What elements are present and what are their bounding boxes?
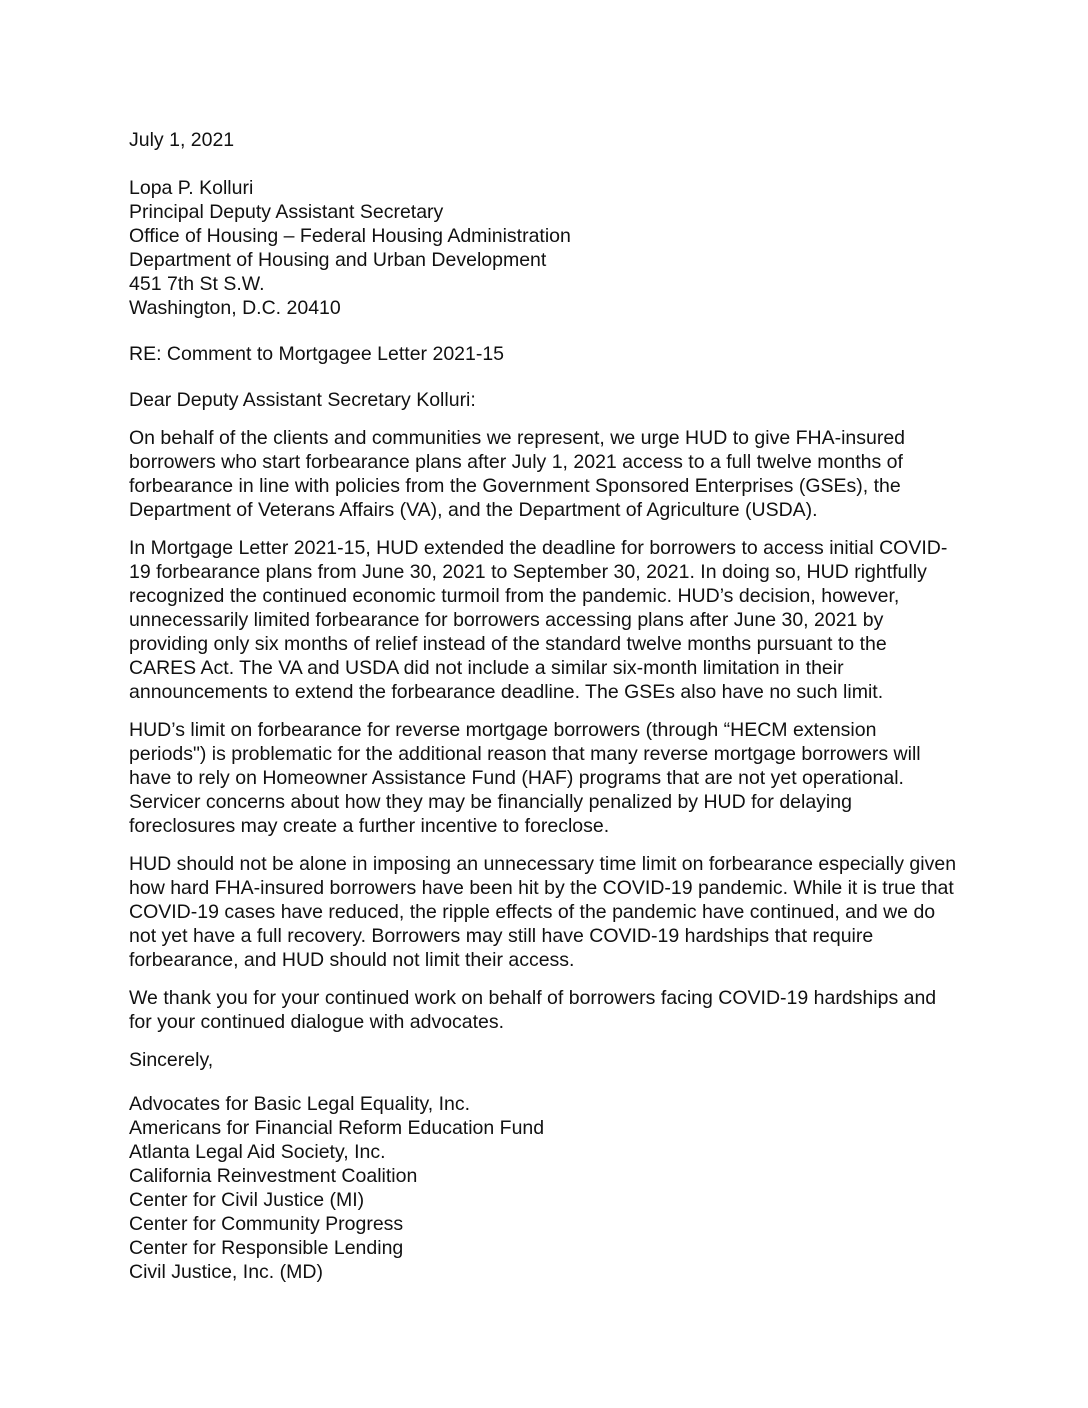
signatory-list bbox=[129, 1092, 969, 1284]
paragraph-line: Servicer concerns about how they may be financially penalized by HUD for delaying bbox=[129, 791, 852, 813]
signatory: Civil Justice, Inc. (MD) bbox=[129, 1261, 323, 1283]
paragraph-line: CARES Act. The VA and USDA did not include a similar six-month limitation in their bbox=[129, 657, 844, 679]
recipient-title: Principal Deputy Assistant Secretary bbox=[129, 201, 444, 223]
paragraph-line: periods") is problematic for the additional reason that many reverse mortgage borrowers will bbox=[129, 743, 921, 765]
letter-page bbox=[129, 128, 969, 1284]
paragraph-line: recognized the continued economic turmoil from the pandemic. HUD’s decision, however, bbox=[129, 585, 900, 607]
paragraph-line: foreclosures may create a further incentive to foreclose. bbox=[129, 815, 610, 837]
signatory: Advocates for Basic Legal Equality, Inc. bbox=[129, 1093, 471, 1115]
paragraph-line: forbearance in line with policies from the Government Sponsored Enterprises (GSEs), the bbox=[129, 475, 901, 497]
body-paragraph-2 bbox=[129, 536, 969, 704]
paragraph-line: unnecessarily limited forbearance for borrowers accessing plans after June 30, 2021 by bbox=[129, 609, 884, 631]
closing: Sincerely, bbox=[129, 1049, 214, 1071]
paragraph-line: borrowers who start forbearance plans after July 1, 2021 access to a full twelve months of bbox=[129, 451, 903, 473]
signatory: Center for Community Progress bbox=[129, 1213, 404, 1235]
recipient-name: Lopa P. Kolluri bbox=[129, 177, 254, 199]
paragraph-line: Department of Veterans Affairs (VA), and the Department of Agriculture (USDA). bbox=[129, 499, 818, 521]
paragraph-line: HUD’s limit on forbearance for reverse mortgage borrowers (through “HECM extension bbox=[129, 719, 877, 741]
signatory: California Reinvestment Coalition bbox=[129, 1165, 418, 1187]
paragraph-line: for your continued dialogue with advocates. bbox=[129, 1011, 505, 1033]
body-paragraph-5 bbox=[129, 986, 969, 1034]
signatory: Center for Responsible Lending bbox=[129, 1237, 404, 1259]
recipient-office: Office of Housing – Federal Housing Administration bbox=[129, 225, 571, 247]
paragraph-line: We thank you for your continued work on behalf of borrowers facing COVID-19 hardships and bbox=[129, 987, 937, 1009]
recipient-city: Washington, D.C. 20410 bbox=[129, 297, 341, 319]
body-paragraph-1 bbox=[129, 426, 969, 522]
body-paragraph-3 bbox=[129, 718, 969, 838]
recipient-department: Department of Housing and Urban Development bbox=[129, 249, 547, 271]
salutation: Dear Deputy Assistant Secretary Kolluri: bbox=[129, 389, 476, 411]
paragraph-line: In Mortgage Letter 2021-15, HUD extended the deadline for borrowers to access initial COVID- bbox=[129, 537, 948, 559]
recipient-street: 451 7th St S.W. bbox=[129, 273, 265, 295]
body-paragraph-4 bbox=[129, 852, 969, 972]
paragraph-line: not yet have a full recovery. Borrowers may still have COVID-19 hardships that require bbox=[129, 925, 874, 947]
signatory: Atlanta Legal Aid Society, Inc. bbox=[129, 1141, 386, 1163]
subject-line: RE: Comment to Mortgagee Letter 2021-15 bbox=[129, 343, 505, 365]
signatory: Center for Civil Justice (MI) bbox=[129, 1189, 365, 1211]
paragraph-line: have to rely on Homeowner Assistance Fund (HAF) programs that are not yet operational. bbox=[129, 767, 904, 789]
paragraph-line: providing only six months of relief instead of the standard twelve months pursuant to the bbox=[129, 633, 887, 655]
paragraph-line: announcements to extend the forbearance deadline. The GSEs also have no such limit. bbox=[129, 681, 884, 703]
letter-date: July 1, 2021 bbox=[129, 129, 235, 151]
paragraph-line: how hard FHA-insured borrowers have been hit by the COVID-19 pandemic. While it is true that bbox=[129, 877, 954, 899]
paragraph-line: HUD should not be alone in imposing an unnecessary time limit on forbearance especially given bbox=[129, 853, 957, 875]
signatory: Americans for Financial Reform Education Fund bbox=[129, 1117, 545, 1139]
recipient-address bbox=[129, 176, 969, 320]
paragraph-line: COVID-19 cases have reduced, the ripple effects of the pandemic have continued, and we do bbox=[129, 901, 936, 923]
paragraph-line: On behalf of the clients and communities we represent, we urge HUD to give FHA-insured bbox=[129, 427, 906, 449]
paragraph-line: 19 forbearance plans from June 30, 2021 to September 30, 2021. In doing so, HUD rightfully bbox=[129, 561, 927, 583]
paragraph-line: forbearance, and HUD should not limit their access. bbox=[129, 949, 575, 971]
